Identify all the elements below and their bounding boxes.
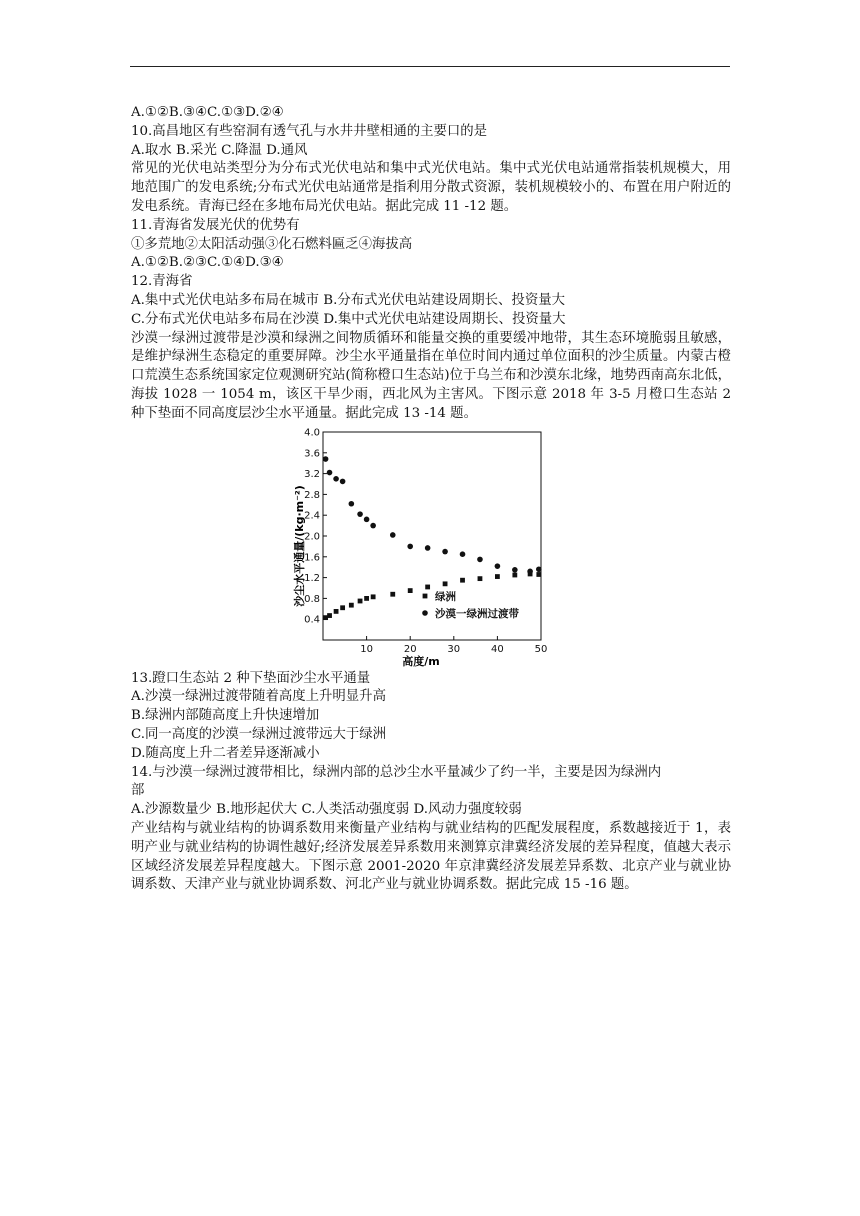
q11-options: A.①②B.②③C.①④D.③④ (131, 255, 284, 271)
oasis-point (358, 598, 363, 603)
q11-items: ①多荒地②太阳活动强③化石燃料匾乏④海拔高 (131, 236, 413, 252)
y-tick-label: 2.8 (304, 489, 320, 501)
y-tick-label: 2.4 (304, 510, 320, 522)
y-tick-label: 1.2 (304, 572, 320, 584)
q14-stem-line1: 14.与沙漠一绿洲过渡带相比，绿洲内部的总沙尘水平量减少了约一半，主要是因为绿洲内 (131, 764, 662, 780)
q13-option-d: D.随高度上升二者差异逐渐减小 (131, 745, 320, 761)
oasis-point (460, 577, 465, 582)
oasis-point (334, 609, 339, 614)
transition-zone-point (357, 511, 363, 517)
oasis-point (512, 572, 517, 577)
transition-zone-point (370, 522, 376, 528)
q13-stem: 13.蹬口生态站 2 种下垫面沙尘水平通量 (131, 670, 371, 686)
x-tick-label: 10 (360, 643, 373, 655)
exam-page (131, 104, 731, 895)
oasis-point (340, 605, 345, 610)
q13-option-a: A.沙漠一绿洲过渡带随着高度上升明显升高 (131, 689, 386, 705)
y-tick-label: 2.0 (304, 531, 320, 543)
transition-zone-point (477, 556, 483, 562)
transition-zone-point (407, 543, 413, 549)
oasis-point (371, 594, 376, 599)
oasis-point (478, 576, 483, 581)
transition-zone-point (349, 501, 355, 507)
y-tick-label: 1.6 (304, 551, 320, 563)
transition-zone-point (340, 478, 346, 484)
transition-zone-point (495, 563, 501, 569)
transition-zone-point (323, 456, 329, 462)
y-axis-label: 沙尘水平通量/(kg·m⁻²) (293, 484, 306, 607)
q12-options-ab: A.集中式光伏电站多布局在城市 B.分布式光伏电站建设周期长、投资量大 (131, 292, 565, 308)
y-tick-label: 0.4 (304, 614, 320, 626)
q13-option-b: B.绿洲内部随高度上升快速增加 (131, 708, 320, 724)
oasis-point (425, 584, 430, 589)
y-tick-label: 0.8 (304, 593, 320, 605)
transition-zone-point (333, 476, 339, 482)
q14-options: A.沙源数量少 B.地形起伏大 C.人类活动强度弱 D.风动力强度较弱 (131, 802, 522, 818)
transition-zone-point (425, 545, 431, 551)
y-tick-label: 4.0 (304, 427, 320, 439)
x-tick-label: 40 (491, 643, 504, 655)
oasis-point (443, 581, 448, 586)
q12-stem: 12.青海省 (131, 274, 193, 290)
header-rule (130, 66, 730, 67)
legend-oasis-marker (423, 593, 428, 598)
dust-flux-chart (291, 426, 581, 670)
transition-zone-point (390, 532, 396, 538)
legend-transition-label: 沙漠一绿洲过渡带 (435, 607, 519, 620)
oasis-point (349, 602, 354, 607)
x-axis-label: 高度/m (402, 654, 440, 668)
transition-zone-point (512, 567, 518, 573)
transition-zone-point (527, 568, 533, 574)
transition-zone-point (442, 548, 448, 554)
oasis-point (327, 613, 332, 618)
oasis-point (536, 572, 541, 577)
q10-options: A.取水 B.采光 C.降温 D.通风 (131, 142, 308, 158)
q9-options: A.①②B.③④C.①③D.②④ (131, 105, 284, 120)
passage-15-16: 产业结构与就业结构的协调系数用来衡量产业结构与就业结构的匹配发展程度，系数越接近于 1，表明产业与就业结构的协调性越好;经济发展差异系数用来测算京津冀经济发展的差异程度，值越大表示区域经济发展差异程度越大。下图示意 2001-2020 年京津冀经济发展差异系数、北京产业与就业协调系数、天津产业与就业协调系数、河北产业与就业协调系数。据此完成 15 -16 题。 (131, 820, 731, 893)
q12-options-cd: C.分布式光伏电站多布局在沙漠 D.集中式光伏电站建设周期长、投资量大 (131, 311, 566, 327)
oasis-point (408, 588, 413, 593)
transition-zone-point (364, 516, 370, 522)
x-tick-label: 50 (534, 643, 548, 655)
figure-dust-flux (131, 426, 731, 670)
oasis-point (495, 574, 500, 579)
passage-13-14: 沙漠一绿洲过渡带是沙漠和绿洲之间物质循环和能量交换的重要缓冲地带，其生态环境脆弱且敏感，是维护绿洲生态稳定的重要屏障。沙尘水平通量指在单位时间内通过单位面积的沙尘质量。内蒙古橙口荒漠生态系统国家定位观测研究站(简称橙口生态站)位于乌兰布和沙漠东北缘，地势西南高东北低，海拔 1028 一 1054 m，该区干旱少雨，西北风为主害风。下图示意 2018 年 3-5 月橙口生态站 2 种下垫面不同高度层沙尘水平通量。据此完成 13 -14 题。 (131, 330, 731, 421)
legend-oasis-label: 绿洲 (435, 590, 456, 603)
y-tick-label: 3.2 (304, 468, 320, 480)
oasis-point (364, 596, 369, 601)
transition-zone-point (536, 566, 542, 572)
q13-option-c: C.同一高度的沙漠一绿洲过渡带远大于绿洲 (131, 726, 387, 742)
oasis-point (390, 591, 395, 596)
passage-11-12: 常见的光伏电站类型分为分布式光伏电站和集中式光伏电站。集中式光伏电站通常指装机规模大，用地范围广的发电系统;分布式光伏电站通常是指利用分散式资源，装机规模较小的、布置在用户附近的发电系统。青海已经在多地布局光伏电站。据此完成 11 -12 题。 (131, 161, 731, 214)
y-tick-label: 3.6 (304, 447, 320, 459)
q14-stem-line2: 部 (131, 783, 145, 799)
transition-zone-point (327, 469, 333, 475)
transition-zone-point (460, 551, 466, 557)
q10-stem: 10.高昌地区有些窑洞有透气孔与水井井壁相通的主要口的是 (131, 123, 488, 139)
x-tick-label: 20 (403, 643, 417, 655)
legend-transition-marker (422, 610, 428, 616)
x-tick-label: 30 (447, 643, 461, 655)
q11-stem: 11.青海省发展光伏的优势有 (131, 217, 300, 233)
